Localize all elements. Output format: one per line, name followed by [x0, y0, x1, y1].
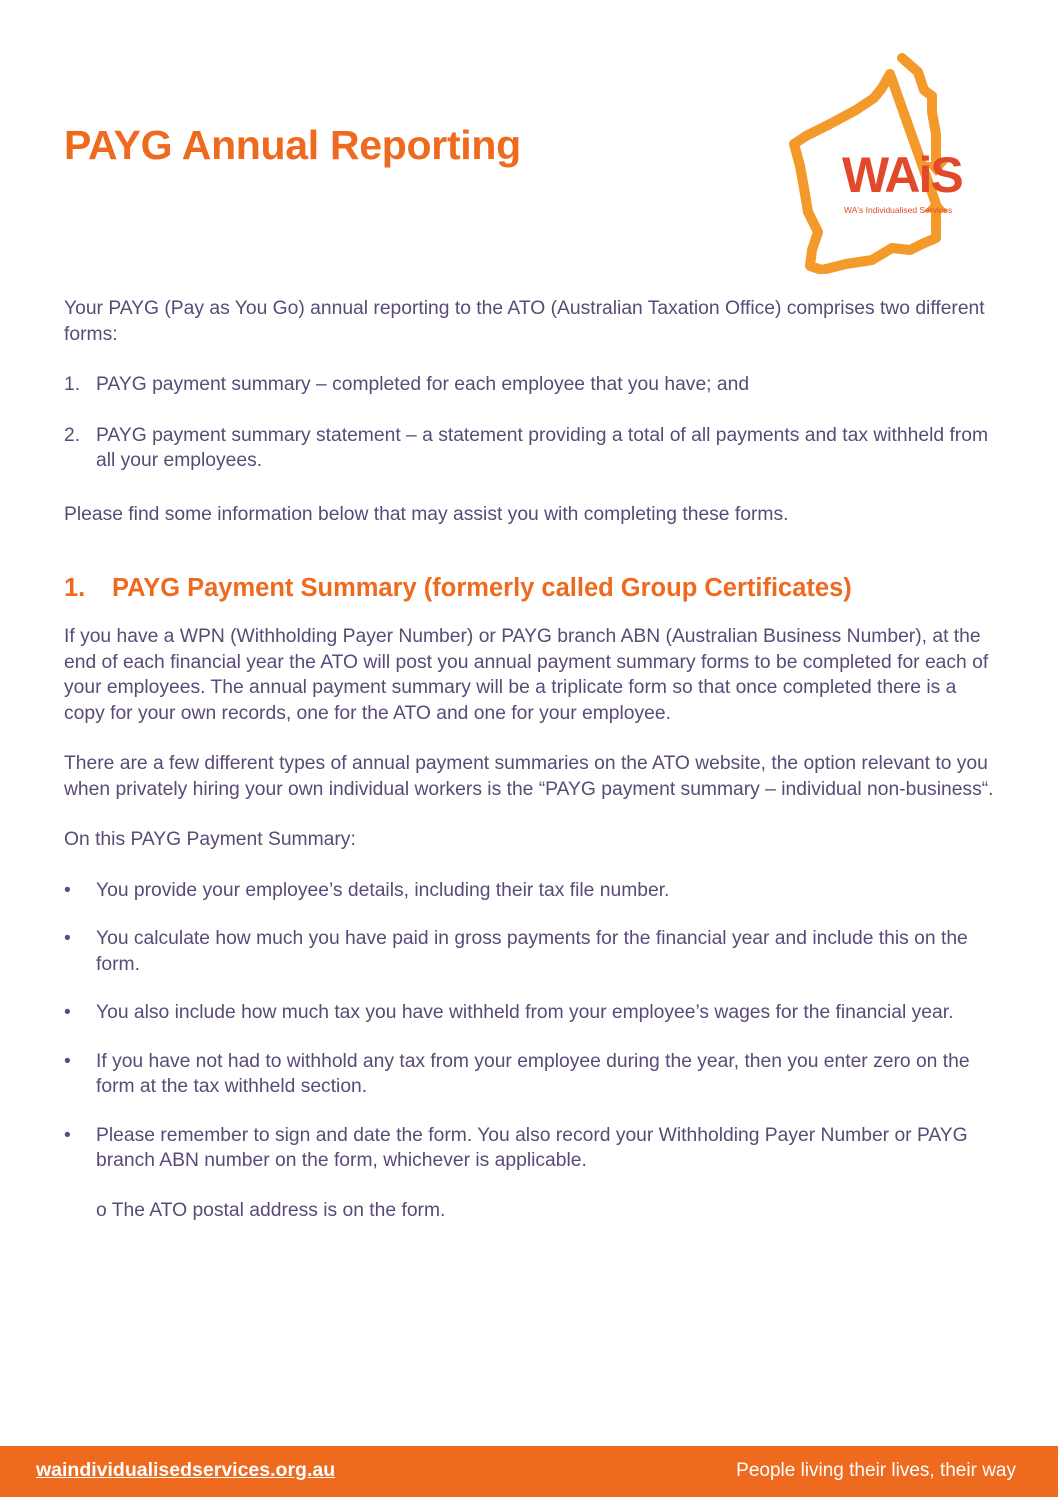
list-item-text: You also include how much tax you have withheld from your employee’s wages for the financial year. [96, 1002, 954, 1023]
list-marker: 2. [64, 424, 81, 446]
bullet-list [64, 878, 994, 1174]
bullet-marker: • [64, 1050, 71, 1072]
list-item [64, 926, 994, 977]
list-item [64, 423, 994, 474]
main-content [64, 296, 994, 1223]
bullet-marker: • [64, 1002, 71, 1023]
website-link[interactable]: waindividualisedservices.org.au [36, 1459, 336, 1481]
logo-wordmark: WAiS [842, 147, 962, 203]
wais-logo [782, 52, 1000, 274]
page-title: PAYG Annual Reporting [64, 122, 521, 168]
sub-note: o The ATO postal address is on the form. [96, 1199, 446, 1221]
list-item-text: PAYG payment summary – completed for each employee that you have; and [96, 374, 750, 395]
list-item [64, 372, 994, 398]
logo-tagline: WA's Individualised Services [844, 205, 953, 215]
footer-bar [0, 1446, 1058, 1497]
list-item [64, 1000, 994, 1026]
bullet-marker: • [64, 879, 71, 901]
section-paragraph-2: There are a few different types of annual payment summaries on the ATO website, the option relevant to you when privately hiring your own individual workers is the “PAYG payment summary – individual non-business“. [64, 753, 994, 800]
list-item [64, 1049, 994, 1100]
list-item-text: If you have not had to withhold any tax from your employee during the year, then you enter zero on the form at the tax withheld section. [96, 1050, 970, 1097]
section-paragraph-1: If you have a WPN (Withholding Payer Number) or PAYG branch ABN (Australian Business Number), at the end of each financial year the ATO will post you annual payment summary forms to be completed for each of your employees. The annual payment summary will be a triplicate form so that once completed there is a copy for your own records, one for the ATO and one for your employee. [64, 626, 989, 724]
list-item [64, 878, 994, 904]
section-heading [64, 573, 994, 603]
bullet-marker: • [64, 928, 71, 949]
list-item-text: PAYG payment summary statement – a statement providing a total of all payments and tax withheld from all your employees. [96, 424, 989, 471]
footer-tagline: People living their lives, their way [736, 1460, 1016, 1481]
bullet-marker: • [64, 1124, 71, 1146]
list-item-text: You calculate how much you have paid in gross payments for the financial year and include this on the form. [96, 928, 968, 975]
list-item-text: You provide your employee’s details, including their tax file number. [96, 879, 670, 901]
section-paragraph-3: On this PAYG Payment Summary: [64, 829, 356, 850]
list-item [64, 1123, 994, 1174]
forms-list [64, 372, 994, 474]
list-marker: 1. [64, 374, 81, 395]
assist-paragraph: Please find some information below that may assist you with completing these forms. [64, 503, 789, 525]
section-heading-text: PAYG Payment Summary (formerly called Group Certificates) [112, 574, 852, 602]
section-number: 1. [64, 574, 86, 602]
intro-paragraph: Your PAYG (Pay as You Go) annual reporting to the ATO (Australian Taxation Office) comprises two different forms: [64, 298, 985, 345]
list-item-text: Please remember to sign and date the form. You also record your Withholding Payer Number or PAYG branch ABN number on the form, whichever is applicable. [96, 1124, 968, 1171]
